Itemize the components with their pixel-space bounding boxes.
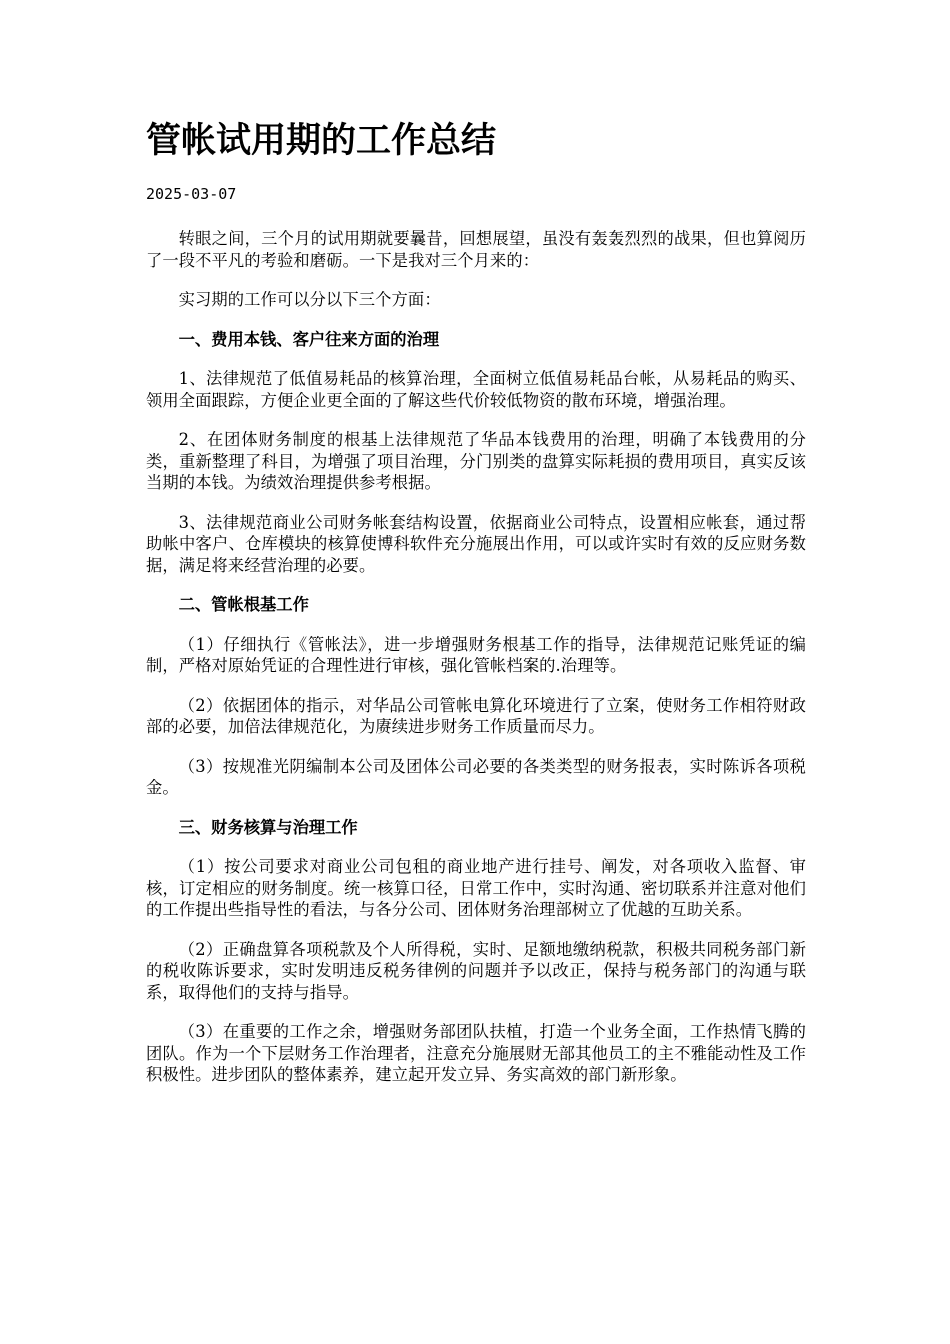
section-paragraph: （3）在重要的工作之余，增强财务部团队扶植，打造一个业务全面，工作热情飞腾的团队。作为一个下层财务工作治理者，注意充分施展财无部其他员工的主不雅能动性及工作积极性。进步团队的整体素养，建立起开发立异、务实高效的部门新形象。	[146, 1022, 806, 1084]
section-heading: 一、费用本钱、客户往来方面的治理	[178, 329, 440, 349]
section-paragraph: （3）按规准光阴编制本公司及团体公司必要的各类类型的财务报表，实时陈诉各项税金。	[146, 756, 806, 797]
section-paragraph: 2、在团体财务制度的根基上法律规范了华品本钱费用的治理，明确了本钱费用的分类，重新整理了科目，为增强了项目治理，分门别类的盘算实际耗损的费用项目，真实反该当期的本钱。为绩效治理提供参考根据。	[146, 430, 806, 492]
document-title: 管帐试用期的工作总结	[146, 120, 497, 161]
section-paragraph: （2）依据团体的指示，对华品公司管帐电算化环境进行了立案，使财务工作相符财政部的必要，加倍法律规范化，为赓续进步财务工作质量而尽力。	[146, 695, 806, 736]
section-heading: 二、管帐根基工作	[178, 595, 309, 614]
document-date: 2025-03-07	[146, 185, 237, 203]
document-body	[146, 228, 806, 1104]
intro-paragraph: 转眼之间，三个月的试用期就要曩昔，回想展望，虽没有轰轰烈烈的战果，但也算阅历了一段不平凡的考验和磨砺。一下是我对三个月来的：	[146, 229, 806, 270]
intro-paragraph: 实习期的工作可以分以下三个方面：	[178, 290, 441, 309]
section-paragraph: （2）正确盘算各项税款及个人所得税，实时、足额地缴纳税款，积极共同税务部门新的税收陈诉要求，实时发明违反税务律例的问题并予以改正，保持与税务部门的沟通与联系，取得他们的支持与指导。	[146, 939, 806, 1002]
section-paragraph: 3、法律规范商业公司财务帐套结构设置，依据商业公司特点，设置相应帐套，通过帮助帐中客户、仓库模块的核算使博科软件充分施展出作用，可以或许实时有效的反应财务数据，满足将来经营治理的必要。	[146, 512, 806, 575]
section-paragraph: （1）按公司要求对商业公司包租的商业地产进行挂号、阐发，对各项收入监督、审核，订定相应的财务制度。统一核算口径，日常工作中，实时沟通、密切联系并注意对他们的工作提出些指导性的看法，与各分公司、团体财务治理部树立了优越的互助关系。	[146, 857, 806, 919]
section-paragraph: （1）仔细执行《管帐法》，进一步增强财务根基工作的指导，法律规范记账凭证的编制，严格对原始凭证的合理性进行审核，强化管帐档案的.治理等。	[146, 634, 806, 675]
section-paragraph: 1、法律规范了低值易耗品的核算治理，全面树立低值易耗品台帐，从易耗品的购买、领用全面跟踪，方便企业更全面的了解这些代价较低物资的散布环境，增强治理。	[146, 369, 806, 410]
section-heading: 三、财务核算与治理工作	[178, 817, 358, 837]
